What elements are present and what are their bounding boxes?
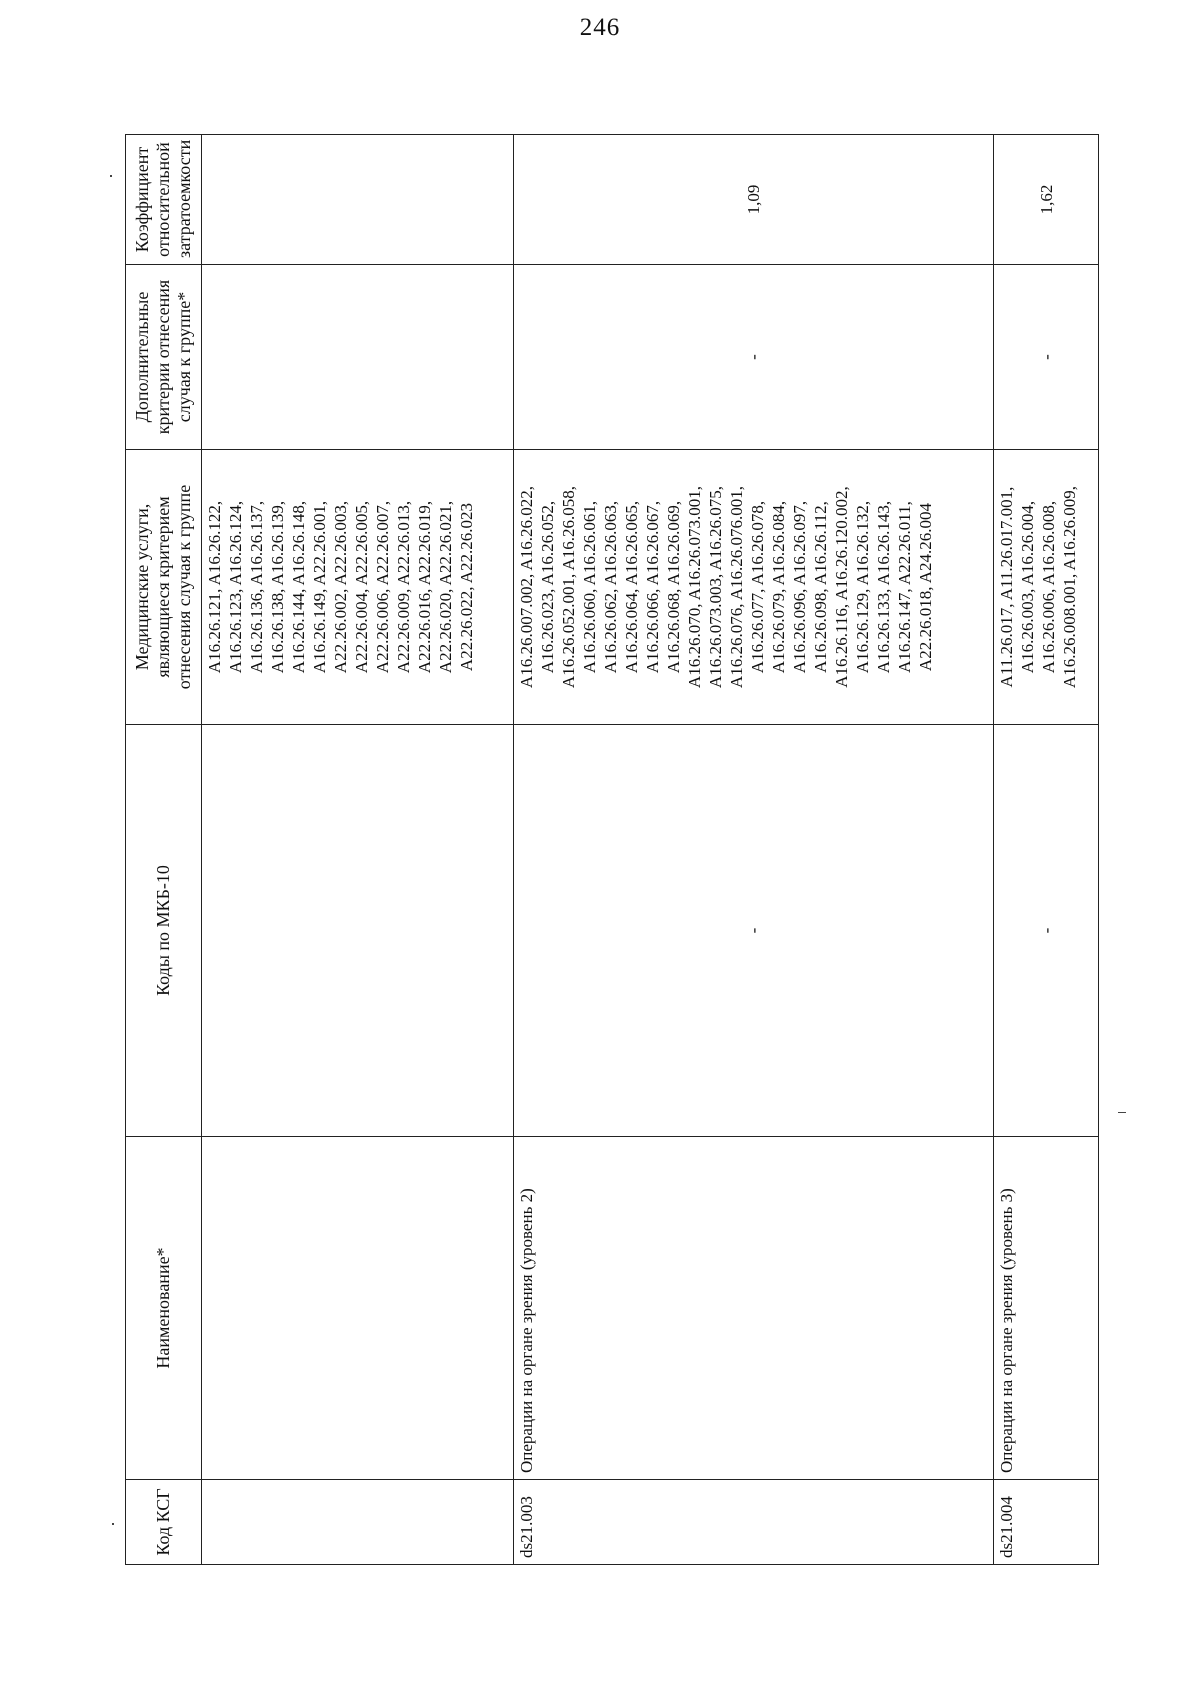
service-codes-line: A16.26.136, A16.26.137, [247, 500, 266, 674]
row-coefficient: 1,62 [994, 135, 1099, 265]
scan-speck [1118, 1112, 1126, 1113]
service-codes-line: A16.26.149, A22.26.001, [310, 500, 329, 674]
header-services: Медицинские услуги, являющиеся критерием отнесения случая к группе [126, 450, 202, 725]
header-code: Код КСГ [126, 1480, 202, 1565]
service-codes-line: A16.26.068, A16.26.069, [664, 500, 683, 674]
service-codes-line: A16.26.008.001, A16.26.009, [1060, 485, 1079, 689]
service-codes-line: A22.26.009, A22.26.013, [394, 500, 413, 674]
row-coefficient: 1,09 [514, 135, 994, 265]
scan-speck [110, 175, 112, 177]
service-codes-line: A16.26.121, A16.26.122, [205, 500, 224, 674]
service-codes-line: A16.26.023, A16.26.052, [538, 500, 557, 674]
service-codes-line: A16.26.064, A16.26.065, [622, 500, 641, 674]
service-codes-line: A16.26.138, A16.26.139, [268, 500, 287, 674]
table-row [994, 135, 1099, 1565]
rotated-table-sheet [125, 135, 1098, 1565]
service-codes-line: A16.26.007.002, A16.26.022, [517, 485, 536, 689]
row-mkb: - [514, 725, 994, 1137]
table-header-row [126, 135, 202, 1565]
service-codes-line: A22.26.004, A22.26.005, [352, 500, 371, 674]
service-codes-line: A16.26.076, A16.26.076.001, [727, 485, 746, 689]
service-codes-line: A16.26.073.003, A16.26.075, [706, 485, 725, 689]
service-codes-line: A16.26.066, A16.26.067, [643, 500, 662, 674]
row-criteria: - [514, 265, 994, 450]
row-code [202, 1480, 514, 1565]
service-codes-line: A16.26.096, A16.26.097, [790, 500, 809, 674]
service-codes-line: A22.26.016, A22.26.019, [415, 500, 434, 674]
service-codes-line: A16.26.077, A16.26.078, [748, 500, 767, 674]
service-codes-line: A22.26.018, A24.26.004 [916, 502, 935, 672]
row-name: Операции на органе зрения (уровень 2) [514, 1137, 994, 1480]
service-codes-line: A16.26.079, A16.26.084, [769, 500, 788, 674]
table-row [514, 135, 994, 1565]
service-codes-line: A16.26.052.001, A16.26.058, [559, 485, 578, 689]
service-codes-line: A16.26.070, A16.26.073.001, [685, 485, 704, 689]
service-codes-line: A22.26.022, A22.26.023 [457, 502, 476, 672]
service-codes-line: A16.26.123, A16.26.124, [226, 500, 245, 674]
row-services [514, 450, 994, 725]
row-criteria [202, 265, 514, 450]
service-codes-line: A16.26.006, A16.26.008, [1039, 500, 1058, 674]
row-services [202, 450, 514, 725]
header-name: Наименование* [126, 1137, 202, 1480]
row-name [202, 1137, 514, 1480]
service-codes-line: A16.26.003, A16.26.004, [1018, 500, 1037, 674]
service-codes-line: A11.26.017, A11.26.017.001, [997, 486, 1016, 688]
header-coefficient: Коэффициент относительной затратоемкости [126, 135, 202, 265]
row-coefficient [202, 135, 514, 265]
service-codes-line: A16.26.062, A16.26.063, [601, 500, 620, 674]
row-mkb: - [994, 725, 1099, 1137]
header-mkb: Коды по МКБ-10 [126, 725, 202, 1137]
service-codes-line: A16.26.060, A16.26.061, [580, 500, 599, 674]
service-codes-line: A16.26.129, A16.26.132, [853, 500, 872, 674]
table-row [202, 135, 514, 1565]
service-codes-line: A16.26.147, A22.26.011, [895, 501, 914, 673]
service-codes-line: A16.26.144, A16.26.148, [289, 500, 308, 674]
row-name: Операции на органе зрения (уровень 3) [994, 1137, 1099, 1480]
row-code: ds21.003 [514, 1480, 994, 1565]
row-code: ds21.004 [994, 1480, 1099, 1565]
row-criteria: - [994, 265, 1099, 450]
service-codes-line: A16.26.098, A16.26.112, [811, 501, 830, 673]
row-services [994, 450, 1099, 725]
service-codes-line: A22.26.020, A22.26.021, [436, 500, 455, 674]
service-codes-line: A16.26.133, A16.26.143, [874, 500, 893, 674]
header-criteria: Дополнительные критерии отнесения случая к группе* [126, 265, 202, 450]
row-mkb [202, 725, 514, 1137]
ksg-table [125, 134, 1099, 1565]
page-number: 246 [579, 14, 621, 41]
service-codes-line: A22.26.002, A22.26.003, [331, 500, 350, 674]
service-codes-line: A22.26.006, A22.26.007, [373, 500, 392, 674]
scan-speck [112, 1523, 114, 1525]
service-codes-line: A16.26.116, A16.26.120.002, [832, 486, 851, 688]
